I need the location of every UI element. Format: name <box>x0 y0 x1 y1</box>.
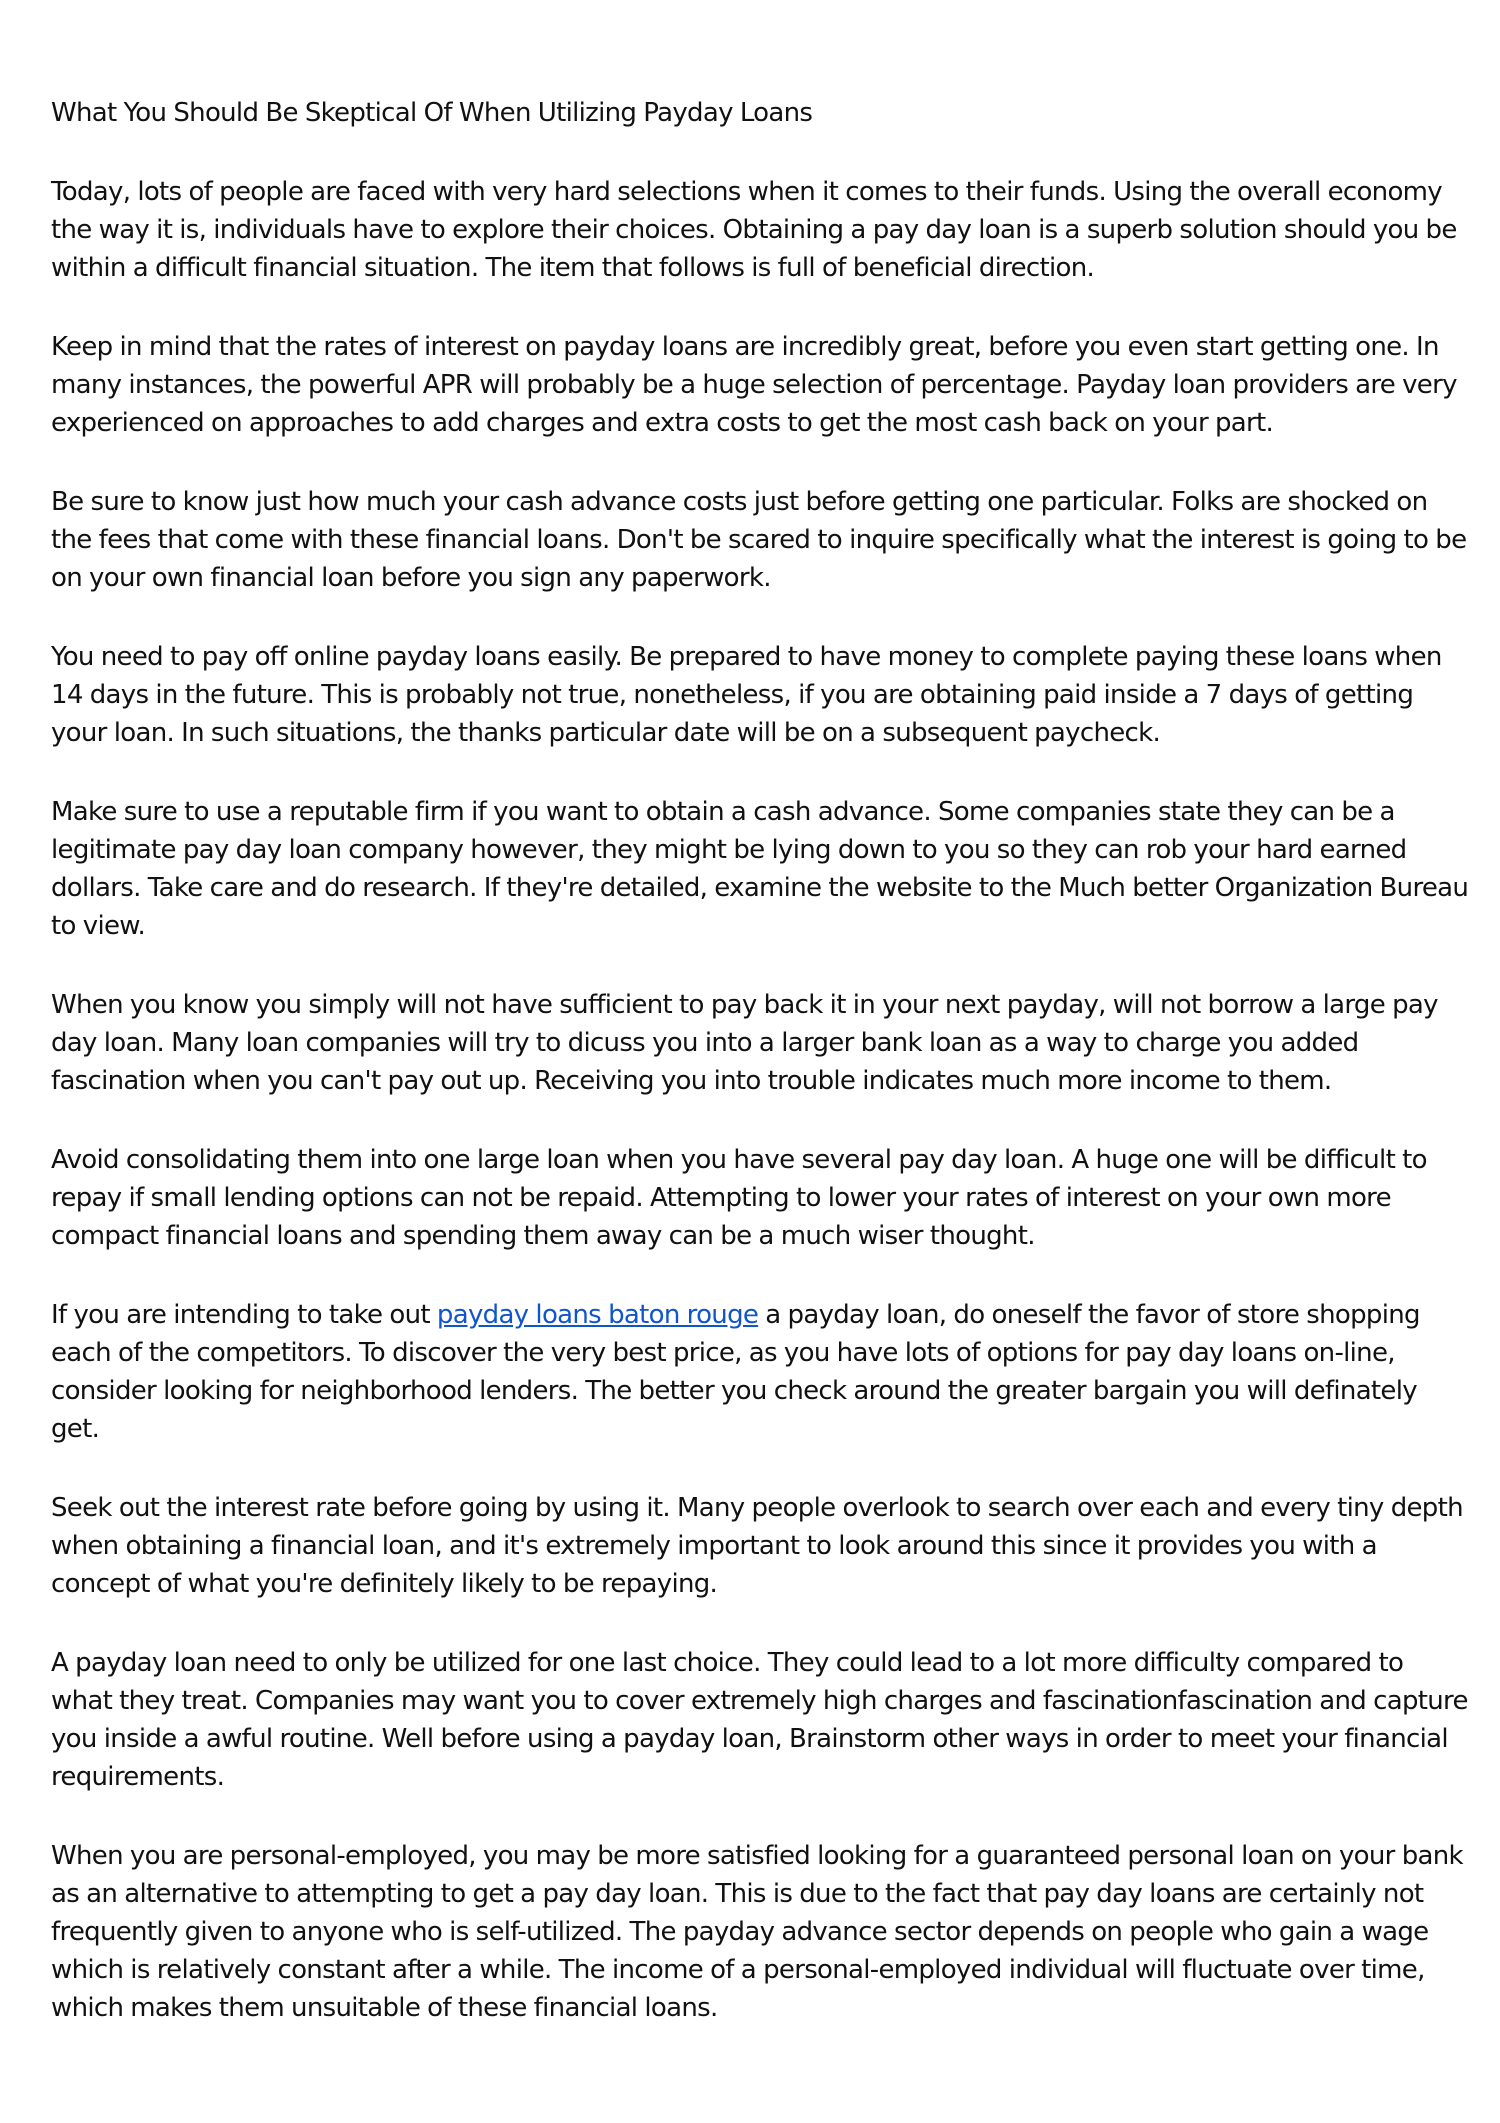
paragraph: Today, lots of people are faced with very hard selections when it comes to their funds. Using the overall economy the way it is, individuals have to explore their choices. Obtaining a pay day loan is a superb solution should you be within a difficult financial situation. The item that follows is full of beneficial direction. <box>51 177 1457 283</box>
paragraph: A payday loan need to only be utilized for one last choice. They could lead to a lot more difficulty compared to what they treat. Companies may want you to cover extremely high charges and fascinationfascination and capture you inside a awful routine. Well before using a payday loan, Brainstorm other ways in order to meet your financial requirements. <box>51 1648 1468 1792</box>
document-page <box>51 94 1471 2068</box>
payday-loans-baton-rouge-link[interactable]: payday loans baton rouge <box>436 1300 759 1330</box>
paragraph: Be sure to know just how much your cash advance costs just before getting one particular. Folks are shocked on the fees that come with these financial loans. Don't be scared to inquire specifically what the interest is going to be on your own financial loan before you sign any paperwork. <box>51 487 1467 593</box>
paragraph: Make sure to use a reputable firm if you want to obtain a cash advance. Some companies state they can be a legitimate pay day loan company however, they might be lying down to you so they can rob your hard earned dollars. Take care and do research. If they're detailed, examine the website to the Much better Organization Bureau to view. <box>51 797 1469 941</box>
paragraph: Keep in mind that the rates of interest on payday loans are incredibly great, before you even start getting one. In many instances, the powerful APR will probably be a huge selection of percentage. Payday loan providers are very experienced on approaches to add charges and extra costs to get the most cash back on your part. <box>51 332 1457 438</box>
paragraph: When you are personal-employed, you may be more satisfied looking for a guaranteed personal loan on your bank as an alternative to attempting to get a pay day loan. This is due to the fact that pay day loans are certainly not frequently given to anyone who is self-utilized. The payday advance sector depends on people who gain a wage which is relatively constant after a while. The income of a personal-employed individual will fluctuate over time, which makes them unsuitable of these financial loans. <box>51 1841 1463 2023</box>
paragraph: You need to pay off online payday loans easily. Be prepared to have money to complete paying these loans when 14 days in the future. This is probably not true, nonetheless, if you are obtaining paid inside a 7 days of getting your loan. In such situations, the thanks particular date will be on a subsequent paycheck. <box>51 642 1442 748</box>
paragraph: Seek out the interest rate before going by using it. Many people overlook to search over each and every tiny depth when obtaining a financial loan, and it's extremely important to look around this since it provides you with a concept of what you're definitely likely to be repaying. <box>51 1493 1463 1599</box>
paragraph: When you know you simply will not have sufficient to pay back it in your next payday, will not borrow a large pay day loan. Many loan companies will try to dicuss you into a larger bank loan as a way to charge you added fascination when you can't pay out up. Receiving you into trouble indicates much more income to them. <box>51 990 1438 1096</box>
document-title: What You Should Be Skeptical Of When Utilizing Payday Loans <box>51 98 813 128</box>
paragraph: Avoid consolidating them into one large loan when you have several pay day loan. A huge one will be difficult to repay if small lending options can not be repaid. Attempting to lower your rates of interest on your own more compact financial loans and spending them away can be a much wiser thought. <box>51 1145 1427 1251</box>
paragraph-text-after-link: a payday loan, do oneself the favor of store shopping each of the competitors. To discover the very best price, as you have lots of options for pay day loans on-line, consider looking for neighborhood lenders. The better you check around the greater bargain you will definately get. <box>51 1300 1420 1444</box>
paragraph-with-link <box>51 1296 1471 1448</box>
paragraph-text-before-link: If you are intending to take out <box>51 1300 437 1330</box>
